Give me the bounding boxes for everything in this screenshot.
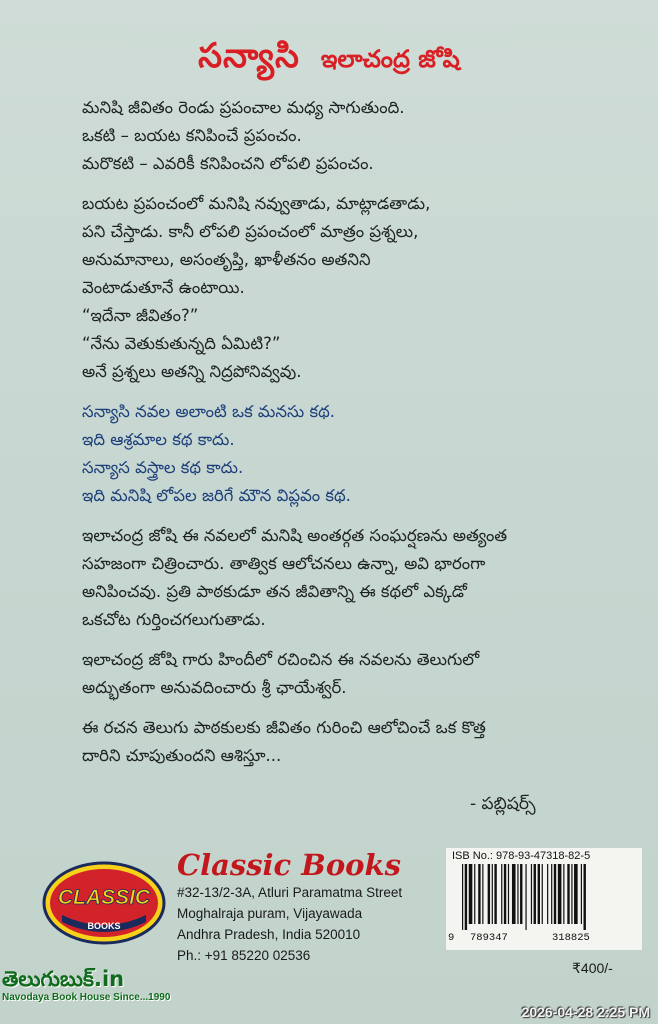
blurb-line: వెంటాడుతూనే ఉంటాయి. bbox=[82, 278, 245, 297]
publisher-address-line: Moghalraja puram, Vijayawada bbox=[177, 906, 363, 921]
watermark-brand: తెలుగుబుక్.in bbox=[2, 967, 125, 991]
title-row bbox=[0, 36, 658, 84]
barcode-bar bbox=[584, 864, 586, 930]
publisher-block bbox=[177, 848, 437, 966]
blurb-line: బయట ప్రపంచంలో మనిషి నవ్వుతాడు, మాట్లాడతాడు, bbox=[82, 194, 431, 213]
barcode-bar bbox=[517, 864, 518, 924]
barcode-bar bbox=[563, 864, 564, 924]
barcode-bar bbox=[494, 864, 496, 924]
watermark-tagline: Navodaya Book House Since...1990 bbox=[2, 992, 171, 1003]
blurb-line: ఇలాచంద్ర జోషి గారు హిందీలో రచించిన ఈ నవలను తెలుగులో bbox=[82, 650, 480, 669]
barcode-bar bbox=[504, 864, 506, 924]
blurb-line: ఇది మనిషి లోపల జరిగే మౌన విప్లవం కథ. bbox=[82, 486, 351, 505]
publisher-name: Classic Books bbox=[177, 848, 401, 882]
barcode-bar bbox=[534, 864, 536, 924]
blurb-line: సహజంగా చిత్రించారు. తాత్విక ఆలోచనలు ఉన్నా, అవి భారంగా bbox=[82, 554, 486, 573]
barcode-bar bbox=[571, 864, 572, 924]
classic-books-logo bbox=[42, 860, 166, 946]
isbn-barcode bbox=[446, 848, 642, 950]
barcode-bar bbox=[465, 864, 467, 930]
barcode-bar bbox=[488, 864, 490, 924]
barcode-bar bbox=[551, 864, 552, 924]
blurb-paragraph bbox=[82, 646, 582, 702]
barcode-bar bbox=[492, 864, 493, 924]
blurb-line: అనుమానాలు, అసంతృప్తి, ఖాళీతనం అతనిని bbox=[82, 250, 371, 269]
blurb-paragraph bbox=[82, 522, 582, 634]
blurb-paragraph bbox=[82, 714, 582, 770]
blurb-line: ఇలాచంద్ర జోషి ఈ నవలలో మనిషి అంతర్గత సంఘర్షణను అత్యంత bbox=[82, 526, 508, 545]
book-author: ఇలాచంద్ర జోషి bbox=[320, 44, 460, 73]
price-tag: ₹400/- bbox=[572, 960, 613, 976]
site-watermark bbox=[2, 966, 171, 1004]
blurb-line: అద్భుతంగా అనువదించారు శ్రీ ఛాయేశ్వర్. bbox=[82, 678, 347, 697]
barcode-bar bbox=[531, 864, 532, 924]
barcode-bar bbox=[508, 864, 509, 924]
blurb-line: సన్యాస వస్త్రాల కథ కాదు. bbox=[82, 458, 244, 477]
publisher-address-line: Andhra Pradesh, India 520010 bbox=[177, 927, 361, 942]
barcode-bar bbox=[478, 864, 480, 924]
blurb-line: ఒకచోట గుర్తించగలుగుతాడు. bbox=[82, 610, 266, 629]
logo-bottom-text: BOOKS bbox=[87, 921, 121, 931]
blurb-line: అనిపించవు. ప్రతి పాఠకుడూ తన జీవితాన్ని ఈ కథలో ఎక్కడో bbox=[82, 582, 467, 601]
barcode-bar bbox=[581, 864, 582, 924]
barcode-bar bbox=[501, 864, 502, 924]
logo-top-text: CLASSIC bbox=[57, 886, 151, 909]
barcode-bars bbox=[456, 864, 634, 930]
isbn-label: ISB No.: 978-93-47318-82-5 bbox=[452, 850, 591, 862]
barcode-digit: 318825 bbox=[552, 932, 590, 944]
barcode-bar bbox=[462, 864, 463, 930]
barcode-digit: 789347 bbox=[470, 932, 508, 944]
barcode-bar bbox=[567, 864, 569, 924]
barcode-bar bbox=[525, 864, 526, 930]
blurb-line: పని చేస్తాడు. కానీ లోపలి ప్రపంచంలో మాత్రం ప్రశ్నలు, bbox=[82, 222, 419, 241]
barcode-digit: 9 bbox=[448, 932, 455, 944]
blurb-line: మరొకటి – ఎవరికీ కనిపించని లోపలి ప్రపంచం. bbox=[82, 154, 374, 173]
book-title: సన్యాసి bbox=[198, 36, 300, 76]
publisher-signature: - పబ్లిషర్స్ bbox=[470, 794, 536, 814]
barcode-bar bbox=[554, 864, 556, 924]
blurb-paragraph bbox=[82, 398, 582, 510]
blurb-line: ఈ రచన తెలుగు పాఠకులకు జీవితం గురించి ఆలోచించే ఒక కొత్త bbox=[82, 718, 486, 737]
blurb-text bbox=[82, 94, 582, 782]
barcode-bar bbox=[574, 864, 578, 924]
barcode-bar bbox=[547, 864, 548, 924]
barcode-bar bbox=[469, 864, 473, 924]
blurb-line: “ఇదేనా జీవితం?” bbox=[82, 306, 199, 325]
publisher-phone: Ph.: +91 85220 02536 bbox=[177, 948, 311, 963]
blurb-line: అనే ప్రశ్నలు అతన్ని నిద్రపోనివ్వవు. bbox=[82, 362, 302, 381]
barcode-bar bbox=[520, 864, 522, 924]
blurb-line: ఒకటి – బయట కనిపించే ప్రపంచం. bbox=[82, 126, 302, 145]
barcode-bar bbox=[542, 864, 543, 924]
blurb-paragraph bbox=[82, 94, 582, 178]
publisher-address-line: #32-13/2-3A, Atluri Paramatma Street bbox=[177, 885, 403, 900]
photo-timestamp: 2026-04-28 2:25 PM bbox=[521, 1004, 650, 1020]
blurb-line: మనిషి జీవితం రెండు ప్రపంచాల మధ్య సాగుతుంది. bbox=[82, 98, 405, 117]
blurb-line: ఇది ఆశ్రమాల కథ కాదు. bbox=[82, 430, 235, 449]
blurb-paragraph bbox=[82, 190, 582, 386]
blurb-line: దారిని చూపుతుందని ఆశిస్తూ... bbox=[82, 746, 282, 765]
blurb-line: సన్యాసి నవల అలాంటి ఒక మనసు కథ. bbox=[82, 402, 336, 421]
barcode-bar bbox=[482, 864, 483, 924]
barcode-bar bbox=[474, 864, 475, 924]
blurb-line: “నేను వెతుకుతున్నది ఏమిటి?” bbox=[82, 334, 281, 353]
barcode-bar bbox=[512, 864, 516, 924]
barcode-bar bbox=[538, 864, 540, 924]
barcode-bar bbox=[558, 864, 562, 924]
